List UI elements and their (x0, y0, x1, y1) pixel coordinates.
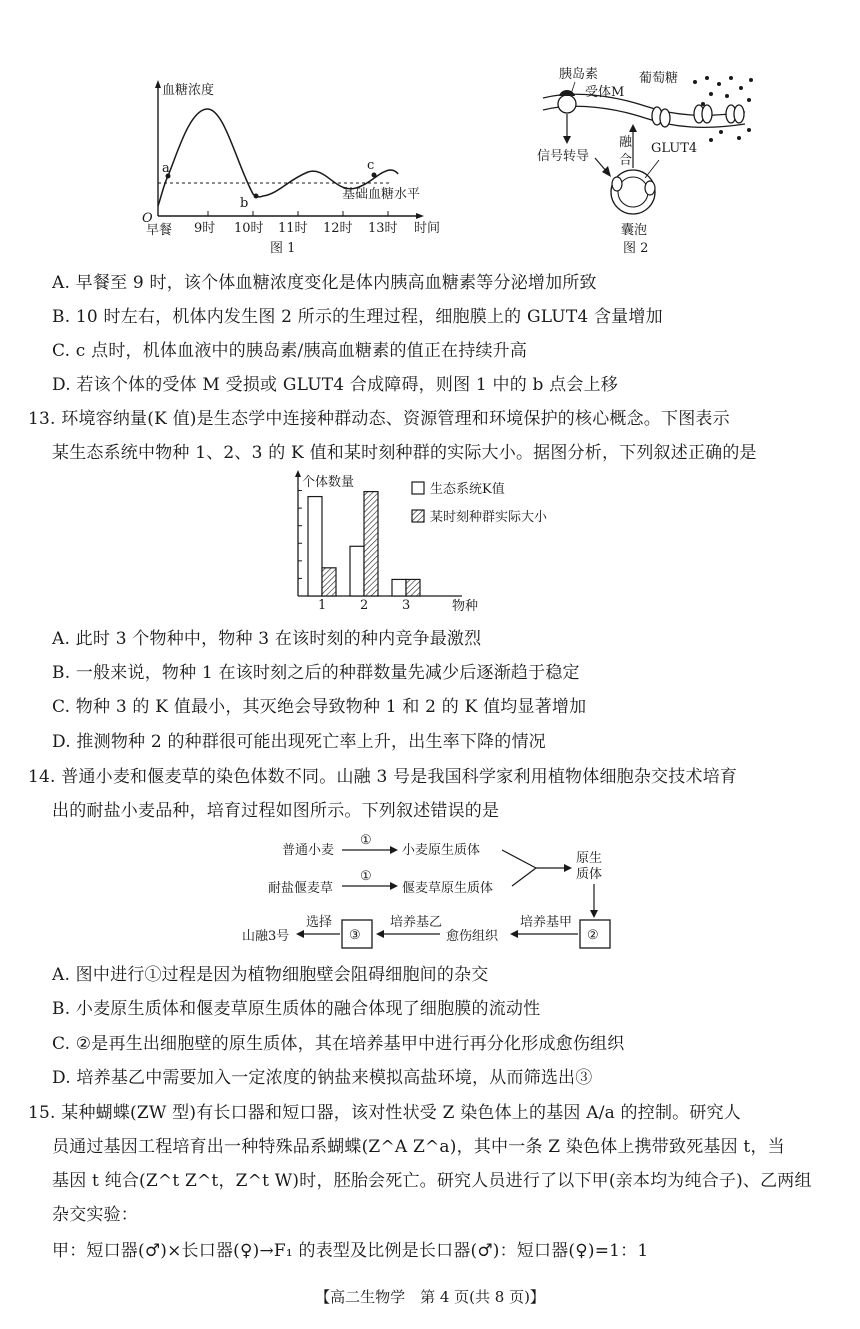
medium-a-label: 培养基甲 (520, 915, 573, 930)
vesicle-label: 囊泡 (621, 223, 648, 238)
baseline-label: 基础血糖水平 (342, 187, 421, 202)
q12-option-a: A. 早餐至 9 时，该个体血糖浓度变化是体内胰高血糖素等分泌增加所致 (52, 273, 597, 293)
legend-label-actual: 某时刻种群实际大小 (430, 510, 548, 525)
q12-option-d: D. 若该个体的受体 M 受损或 GLUT4 合成障碍，则图 1 中的 b 点会上移 (52, 375, 618, 395)
fusion-label-2: 合 (619, 153, 633, 168)
point-b (254, 194, 259, 199)
grass-label: 耐盐偃麦草 (268, 881, 334, 896)
q13-option-c: C. 物种 3 的 K 值最小，其灭绝会导致物种 1 和 2 的 K 值均显著增加 (52, 697, 587, 717)
bar-actual-size-species-1 (322, 568, 336, 596)
y-axis-label: 血糖浓度 (162, 83, 215, 98)
callus-label: 愈伤组织 (446, 929, 499, 944)
q14-option-b: B. 小麦原生质体和偃麦草原生质体的融合体现了细胞膜的流动性 (52, 999, 541, 1019)
signal-label: 信号转导 (537, 149, 590, 164)
q15-line-4: 杂交实验： (52, 1205, 138, 1225)
q14-option-d: D. 培养基乙中需要加入一定浓度的钠盐来模拟高盐环境，从而筛选出③ (52, 1068, 593, 1088)
bar-category-label: 3 (402, 598, 411, 613)
glut4-label: GLUT4 (651, 141, 698, 156)
bar-actual-size-species-3 (406, 579, 420, 596)
bar-y-arrow (295, 470, 301, 477)
point-c-label: c (367, 158, 375, 173)
bar-category-label: 2 (360, 598, 369, 613)
step1-label-b: ① (360, 869, 372, 884)
legend-label-k: 生态系统K值 (430, 482, 505, 497)
q13-option-b: B. 一般来说，物种 1 在该时刻之后的种群数量先减少后逐渐趋于稳定 (52, 663, 580, 683)
bar-k-value-species-1 (308, 497, 322, 596)
q14-option-c: C. ②是再生出细胞壁的原生质体，其在培养基甲中进行再分化形成愈伤组织 (52, 1034, 625, 1054)
origin-label: O (142, 211, 153, 226)
grass-protoplast-label: 偃麦草原生质体 (402, 881, 494, 896)
q13-option-a: A. 此时 3 个物种中，物种 3 在该时刻的种内竞争最激烈 (52, 629, 482, 649)
step1-label-a: ① (360, 833, 372, 848)
point-b-label: b (240, 196, 249, 211)
x-axis-label: 时间 (414, 221, 441, 236)
figure-1-caption: 图 1 (270, 241, 296, 256)
x-tick-label: 早餐 (146, 223, 173, 238)
x-tick-label: 12时 (323, 221, 353, 236)
point-c (372, 173, 377, 178)
q14-stem-line-2: 出的耐盐小麦品种，培育过程如图所示。下列叙述错误的是 (52, 801, 500, 821)
medium-b-label: 培养基乙 (390, 915, 443, 930)
x-tick-label: 10时 (234, 221, 264, 236)
wheat-label: 普通小麦 (282, 843, 335, 858)
bar-actual-size-species-2 (364, 492, 378, 596)
q15-line-2: 员通过基因工程培育出一种特殊品系蝴蝶(Z^A Z^a)，其中一条 Z 染色体上携带致死基因 t，当 (52, 1137, 785, 1157)
x-tick-label: 11时 (278, 221, 308, 236)
fusion-label-1: 融 (619, 135, 633, 150)
q13-stem-line-1: 13. 环境容纳量(K 值)是生态学中连接种群动态、资源管理和环境保护的核心概念。下图表示 (28, 409, 730, 429)
select-label: 选择 (306, 915, 333, 930)
point-a-label: a (162, 161, 170, 176)
protoplast-label-1: 原生 (576, 851, 603, 866)
q14-stem-line-1: 14. 普通小麦和偃麦草的染色体数不同。山融 3 号是我国科学家利用植物体细胞杂交技术培育 (28, 767, 738, 787)
page-footer: 【高二生物学 第 4 页(共 8 页)】 (315, 1288, 545, 1306)
figure-1-blood-glucose (128, 76, 448, 258)
legend-swatch-k (412, 482, 424, 494)
glucose-label: 葡萄糖 (639, 71, 679, 86)
product-label: 山融3号 (242, 929, 290, 944)
q12-option-b: B. 10 时左右，机体内发生图 2 所示的生理过程，细胞膜上的 GLUT4 含量增加 (52, 307, 663, 327)
box-2-label: ② (587, 928, 599, 943)
bar-x-axis-label: 物种 (452, 599, 479, 614)
q14-flow-diagram (240, 830, 640, 958)
x-tick-label: 9时 (194, 221, 216, 236)
bar-k-value-species-3 (392, 579, 406, 596)
q13-stem-line-2: 某生态系统中物种 1、2、3 的 K 值和某时刻种群的实际大小。据图分析，下列叙述正确的是 (52, 443, 757, 463)
insulin-label: 胰岛素 (559, 67, 599, 82)
q15-line-5: 甲：短口器(♂)×长口器(♀)→F₁ 的表型及比例是长口器(♂)：短口器(♀)=1：1 (52, 1241, 649, 1261)
q13-option-d: D. 推测物种 2 的种群很可能出现死亡率上升，出生率下降的情况 (52, 732, 546, 752)
wheat-protoplast-label: 小麦原生质体 (402, 843, 481, 858)
box-3-label: ③ (349, 928, 361, 943)
protoplast-label-2: 质体 (576, 867, 603, 882)
bar-category-label: 1 (318, 598, 327, 613)
figure-q13-bar-chart (278, 468, 578, 620)
q15-line-1: 15. 某种蝴蝶(ZW 型)有长口器和短口器，该对性状受 Z 染色体上的基因 A/a 的控制。研究人 (28, 1103, 741, 1123)
q14-option-a: A. 图中进行①过程是因为植物细胞壁会阻碍细胞间的杂交 (52, 965, 489, 985)
bar-k-value-species-2 (350, 546, 364, 596)
figure-2-caption: 图 2 (623, 241, 649, 256)
q12-option-c: C. c 点时，机体血液中的胰岛素/胰高血糖素的值正在持续升高 (52, 341, 528, 361)
legend-swatch-actual (412, 510, 424, 522)
q15-line-3: 基因 t 纯合(Z^t Z^t，Z^t W)时，胚胎会死亡。研究人员进行了以下甲(亲本均为纯合子)、乙两组 (52, 1171, 812, 1191)
x-tick-label: 13时 (368, 221, 398, 236)
bar-y-axis-label: 个体数量 (302, 475, 355, 490)
figure-2-insulin-glut4 (535, 60, 775, 260)
receptor-m-label: 受体M (585, 85, 625, 100)
